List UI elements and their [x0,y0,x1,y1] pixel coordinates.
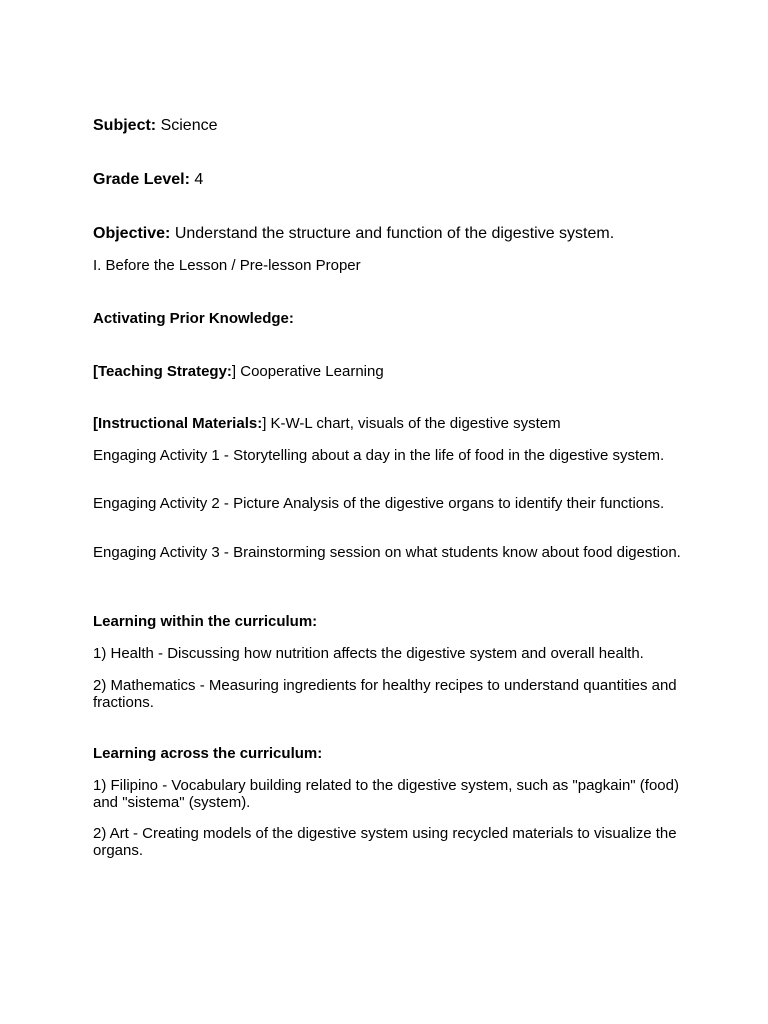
teaching-strategy-value: ] Cooperative Learning [231,363,384,380]
across-curriculum-item-2: 2) Art - Creating models of the digestive system using recycled materials to visualize the organs. [93,825,677,859]
instructional-materials-line [93,415,683,432]
grade-level-line [93,170,203,189]
activating-prior-knowledge-heading: Activating Prior Knowledge: [93,310,294,327]
engaging-activity-3: Engaging Activity 3 - Brainstorming session on what students know about food digestion. [93,544,681,561]
across-curriculum-item-1: 1) Filipino - Vocabulary building related to the digestive system, such as "pagkain" (food) and "sistema" (system). [93,777,679,811]
objective-value: Understand the structure and function of the digestive system. [174,225,615,242]
objective-label: Objective: [93,225,171,242]
subject-line [93,116,218,135]
subject-label: Subject: [93,117,157,134]
section-title-pre-lesson: I. Before the Lesson / Pre-lesson Proper [93,257,361,274]
objective-line [93,224,614,243]
grade-value: 4 [194,171,204,188]
grade-label: Grade Level: [93,171,190,188]
engaging-activity-2: Engaging Activity 2 - Picture Analysis of the digestive organs to identify their functions. [93,495,665,512]
across-curriculum-heading: Learning across the curriculum: [93,745,323,762]
engaging-activity-1: Engaging Activity 1 - Storytelling about a day in the life of food in the digestive system. [93,447,665,464]
instructional-materials-label: [Instructional Materials: [93,415,263,432]
within-curriculum-heading: Learning within the curriculum: [93,613,318,630]
teaching-strategy-label: [Teaching Strategy: [93,363,232,380]
subject-value: Science [160,117,218,134]
within-curriculum-item-2: 2) Mathematics - Measuring ingredients for healthy recipes to understand quantities and fractions. [93,677,677,711]
teaching-strategy-line [93,363,683,380]
instructional-materials-value: ] K-W-L chart, visuals of the digestive system [262,415,561,432]
within-curriculum-item-1: 1) Health - Discussing how nutrition affects the digestive system and overall health. [93,645,644,662]
